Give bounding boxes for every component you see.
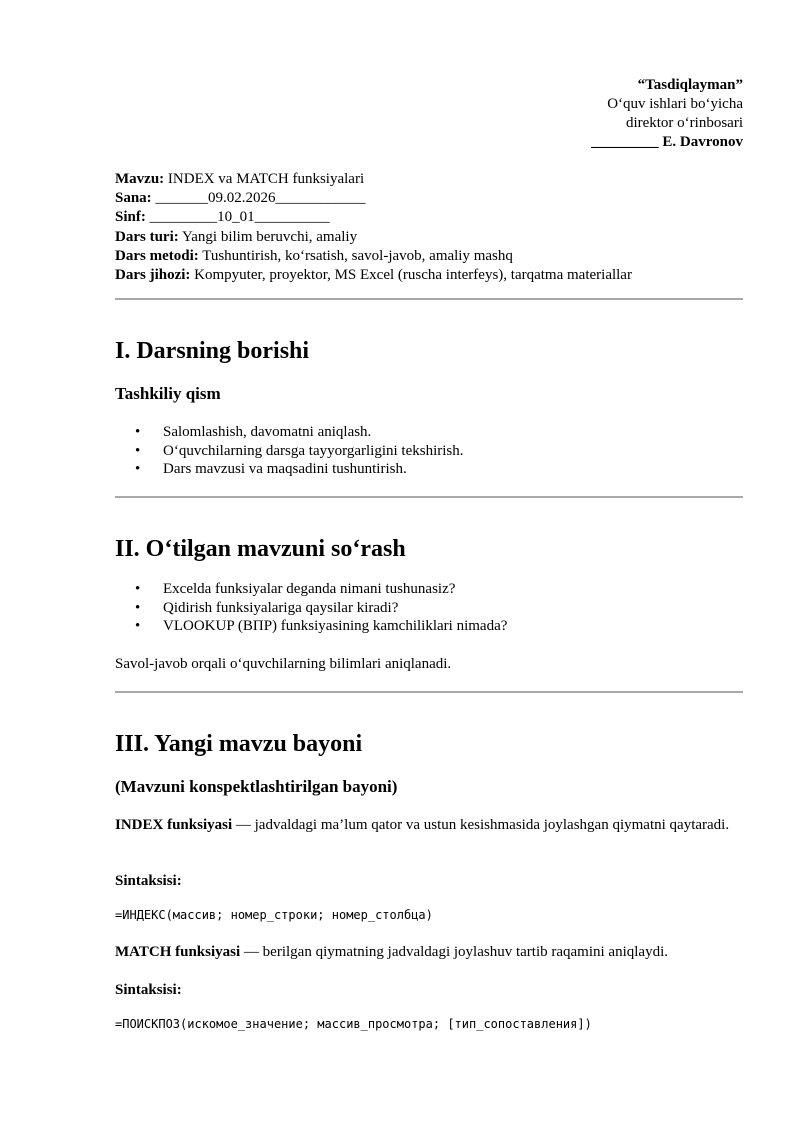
section-1-subtitle: Tashkiliy qism <box>115 384 221 403</box>
section-1-list <box>115 423 743 479</box>
approval-block <box>591 76 743 152</box>
meta-class-value: _________10_01__________ <box>145 209 330 226</box>
meta-lesson-type-label: Dars turi: <box>115 228 179 245</box>
index-syntax-label: Sintaksisi: <box>115 873 182 889</box>
meta-class-label: Sinf: <box>115 209 146 226</box>
match-term: MATCH funksiyasi <box>115 944 241 960</box>
meta-date <box>115 189 743 208</box>
meta-equipment-label: Dars jihozi: <box>115 267 191 284</box>
approval-position-line2: direktor o‘rinbosari <box>625 115 743 131</box>
approval-position-line1: O‘quv ishlari bo‘yicha <box>607 96 743 112</box>
section-2-list <box>115 580 743 636</box>
list-item: • Salomlashish, davomatni aniqlash. <box>115 423 743 442</box>
meta-method-label: Dars metodi: <box>115 247 199 264</box>
meta-equipment-value: Kompyuter, proyektor, MS Excel (ruscha interfeys), tarqatma materiallar <box>190 267 632 284</box>
match-syntax-label: Sintaksisi: <box>115 982 182 998</box>
match-syntax-code: =ПОИСКПОЗ(искомое_значение; массив_просмотра; [тип_сопоставления]) <box>115 1017 592 1031</box>
section-1-title: I. Darsning borishi <box>115 338 310 364</box>
lesson-meta <box>115 170 743 285</box>
divider-3 <box>115 691 743 693</box>
meta-method-value: Tushuntirish, ko‘rsatish, savol-javob, amaliy mashq <box>198 247 513 264</box>
meta-lesson-type <box>115 228 743 247</box>
section-2-note: Savol-javob orqali o‘quvchilarning bilimlari aniqlanadi. <box>115 656 452 672</box>
approval-title: “Tasdiqlayman” <box>637 77 743 93</box>
match-description <box>115 943 743 962</box>
meta-method <box>115 247 743 266</box>
section-3-title: III. Yangi mavzu bayoni <box>115 731 363 757</box>
section-3-subtitle: (Mavzuni konspektlashtirilgan bayoni) <box>115 777 398 796</box>
index-syntax-code: =ИНДЕКС(массив; номер_строки; номер_столбца) <box>115 908 433 922</box>
index-description <box>115 816 743 835</box>
divider-1 <box>115 298 743 300</box>
meta-date-label: Sana: <box>115 190 152 207</box>
meta-date-value: _______09.02.2026____________ <box>151 190 366 207</box>
meta-equipment <box>115 266 743 285</box>
index-desc: — jadvaldagi ma’lum qator va ustun kesishmasida joylashgan qiymatni qaytaradi. <box>232 817 730 833</box>
approval-signature: _________ E. Davronov <box>591 134 743 150</box>
meta-lesson-type-value: Yangi bilim beruvchi, amaliy <box>178 228 358 245</box>
index-term: INDEX funksiyasi <box>115 817 233 833</box>
meta-topic-label: Mavzu: <box>115 171 165 187</box>
list-item: • Dars mavzusi va maqsadini tushuntirish. <box>115 460 743 479</box>
meta-class <box>115 208 743 227</box>
meta-topic <box>115 170 743 189</box>
list-item: • O‘quvchilarning darsga tayyorgarligini tekshirish. <box>115 442 743 461</box>
list-item: • VLOOKUP (ВПР) funksiyasining kamchiliklari nimada? <box>115 617 743 636</box>
section-2-title: II. O‘tilgan mavzuni so‘rash <box>115 536 406 562</box>
list-item: • Qidirish funksiyalariga qaysilar kiradi? <box>115 599 743 618</box>
list-item: • Excelda funksiyalar deganda nimani tushunasiz? <box>115 580 743 599</box>
meta-topic-value: INDEX va MATCH funksiyalari <box>164 171 365 187</box>
match-desc: — berilgan qiymatning jadvaldagi joylashuv tartib raqamini aniqlaydi. <box>240 944 668 960</box>
divider-2 <box>115 496 743 498</box>
